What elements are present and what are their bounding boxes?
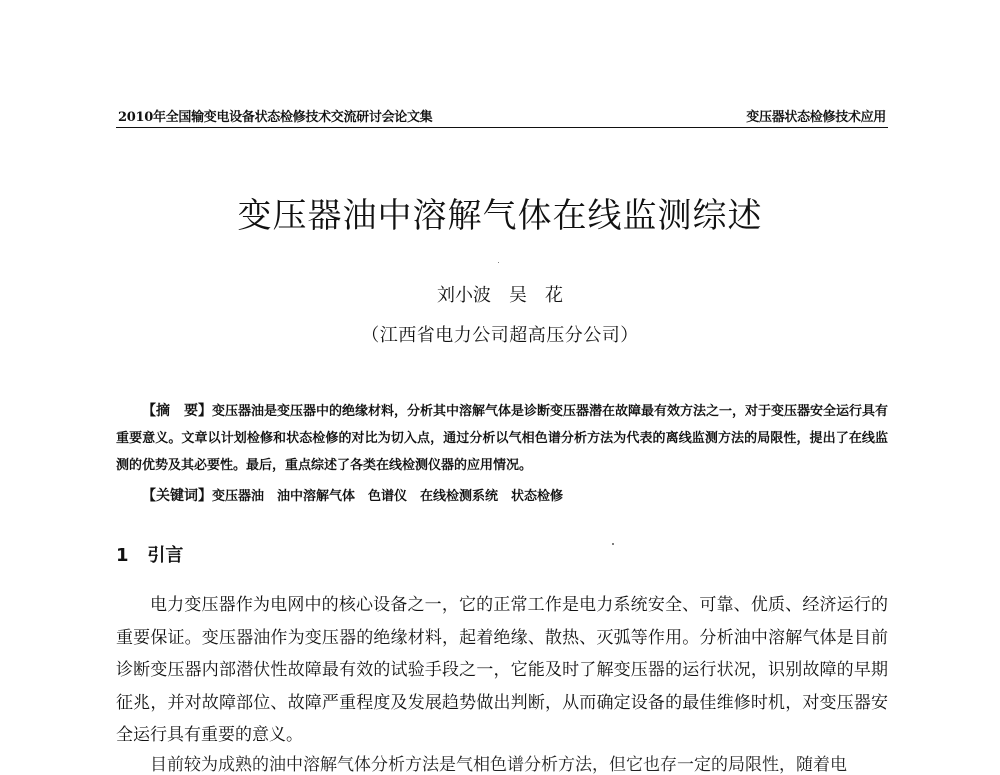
abstract-text: 变压器油是变压器中的绝缘材料，分析其中溶解气体是诊断变压器潜在故障最有效方法之一，对于变压器安全运行具有重要意义。文章以计划检修和状态检修的对比为切入点，通过分析以气相色谱分析方法为代表的离线监测方法的局限性，提出了在线监测的优势及其必要性。最后，重点综述了各类在线检测仪器的应用情况。 bbox=[116, 404, 889, 473]
section-title: 引言 bbox=[147, 545, 184, 566]
abstract-label: 【摘 要】 bbox=[142, 403, 212, 419]
section-number: 1 bbox=[116, 545, 129, 566]
section-heading bbox=[116, 541, 183, 567]
paper-affiliation: （江西省电力公司超高压分公司） bbox=[361, 325, 639, 346]
keywords bbox=[116, 485, 914, 505]
body-paragraph-cut: 目前较为成熟的油中溶解气体分析方法是气相色谱分析方法，但它也存一定的局限性，随着电 bbox=[150, 755, 847, 775]
keywords-label: 【关键词】 bbox=[142, 488, 212, 504]
paper-authors: 刘小波 吴 花 bbox=[437, 285, 563, 306]
scan-speck bbox=[498, 262, 499, 263]
abstract bbox=[116, 398, 888, 479]
header-proceedings-title: 2010年全国输变电设备状态检修技术交流研讨会论文集 bbox=[118, 110, 433, 125]
running-header bbox=[118, 104, 886, 128]
keywords-text: 变压器油 油中溶解气体 色谱仪 在线检测系统 状态检修 bbox=[212, 489, 564, 504]
header-rule bbox=[116, 127, 888, 128]
body-text bbox=[116, 589, 888, 752]
body-paragraph: 电力变压器作为电网中的核心设备之一，它的正常工作是电力系统安全、可靠、优质、经济运行的重要保证。变压器油作为变压器的绝缘材料，起着绝缘、散热、灭弧等作用。分析油中溶解气体是目前诊断变压器内部潜伏性故障最有效的试验手段之一，它能及时了解变压器的运行状况，识别故障的早期征兆，并对故障部位、故障严重程度及发展趋势做出判断，从而确定设备的最佳维修时机，对变压器安全运行具有重要的意义。 bbox=[116, 595, 888, 745]
header-section-title: 变压器状态检修技术应用 bbox=[746, 110, 886, 125]
paper-title: 变压器油中溶解气体在线监测综述 bbox=[237, 196, 763, 236]
scan-speck bbox=[612, 543, 614, 545]
